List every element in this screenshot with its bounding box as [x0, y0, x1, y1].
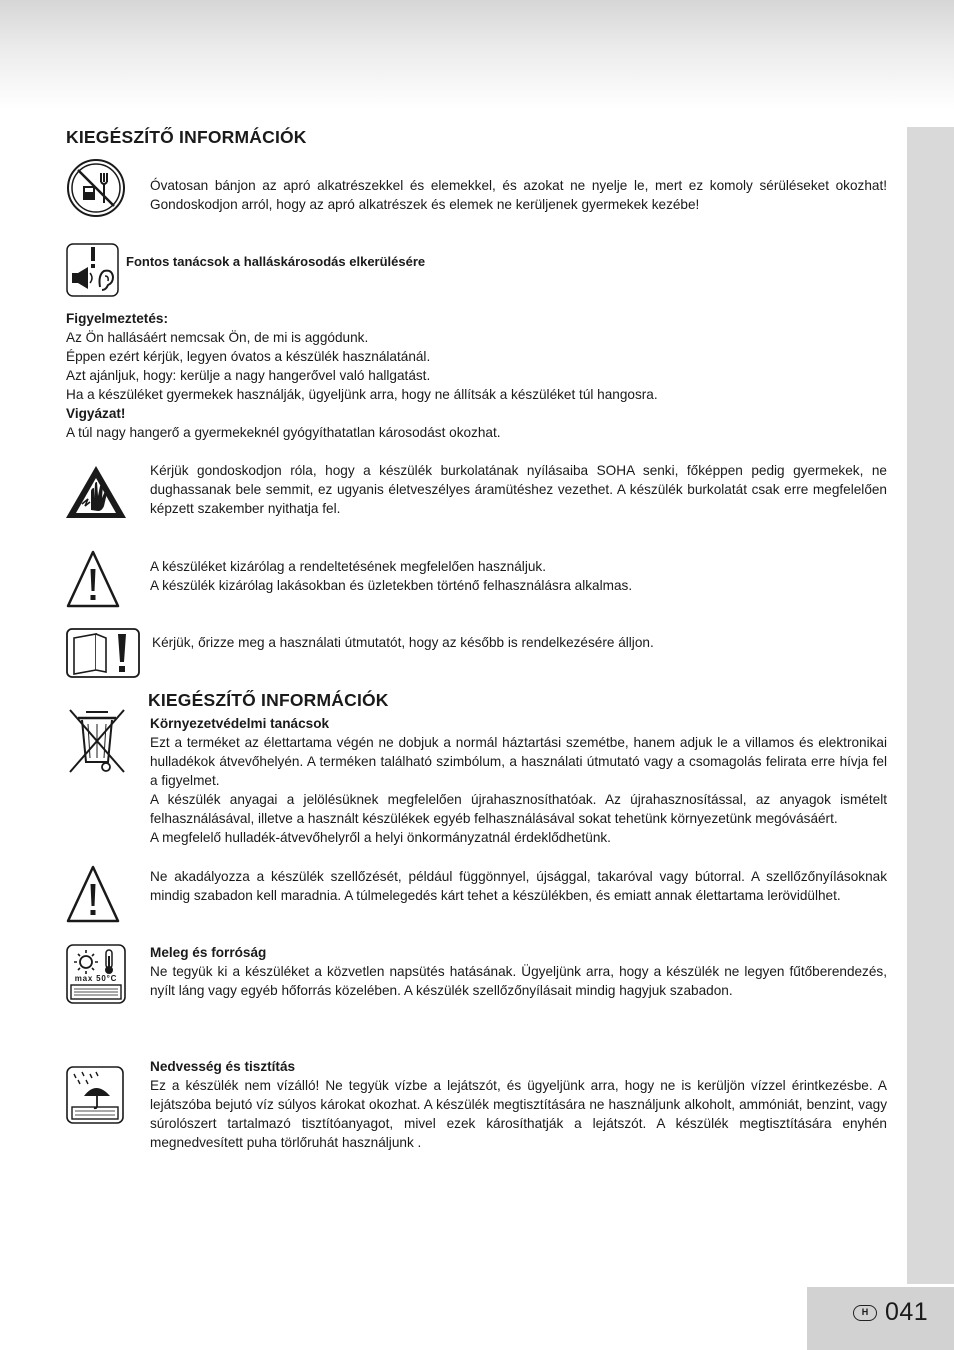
warning-line: Ha a készüléket gyermekek használják, ügyeljünk arra, hogy ne állítsák a készüléket túl hangosra.: [66, 387, 658, 402]
caution-label: Vigyázat!: [66, 406, 126, 421]
header-gradient: [0, 0, 954, 110]
side-tab: [907, 127, 954, 1284]
caution-text: A túl nagy hangerő a gyermekeknél gyógyíthatatlan károsodást okozhat.: [66, 425, 501, 440]
manual-warning-icon: [66, 628, 140, 678]
env-title: Környezetvédelmi tanácsok: [150, 716, 330, 731]
heat-text: Ne tegyük ki a készüléket a közvetlen napsütés hatásának. Ügyeljünk arra, hogy a készülék ne legyen fűtőberendezés, nyílt láng vagy egyéb hőforrás közelében. A készülék szellőzőnyílásait mindig hagyjuk szabadon.: [150, 964, 887, 998]
warning-triangle-icon: [66, 864, 120, 924]
heat-thermometer-icon: [66, 944, 126, 1004]
warning-line: Azt ajánljuk, hogy: kerülje a nagy hangerővel való hallgatást.: [66, 368, 431, 383]
env-paragraph: A megfelelő hulladék-átvevőhelyről a helyi önkormányzatnál érdeklődhetünk.: [150, 830, 611, 845]
rain-umbrella-icon: [66, 1066, 124, 1124]
heat-block: [150, 943, 887, 1000]
moisture-title: Nedvesség és tisztítás: [150, 1059, 296, 1074]
hearing-warning-icon: [66, 243, 119, 297]
moisture-block: [150, 1057, 887, 1152]
page-number: 041: [885, 1298, 929, 1326]
environment-block: [150, 714, 887, 847]
heat-icon-label: max 50°C: [74, 974, 118, 983]
warning-triangle-icon: [66, 549, 120, 609]
language-badge: H: [853, 1305, 877, 1321]
no-eating-drinking-icon: [66, 158, 126, 218]
section-heading: KIEGÉSZÍTŐ INFORMÁCIÓK: [66, 127, 307, 147]
electric-shock-warning-icon: [64, 464, 128, 520]
env-paragraph: Ezt a terméket az élettartama végén ne dobjuk a normál háztartási szemétbe, hanem adjuk le a villamos és elektronikai hulladékok átvevőhelyén. A terméken található szimbólum, a használati útmutató vagy a csomagolás felirata erre hívja fel a figyelmet.: [150, 735, 887, 788]
ventilation-text: Ne akadályozza a készülék szellőzését, például függönnyel, újsággal, takaróval vagy bútorral. A szellőzőnyílásoknak mindig szabadon kell maradnia. A túlmelegedés kárt tehet a készülékben, és emiatt annak élettartama lerövidülhet.: [150, 869, 887, 903]
use-line: A készüléket kizárólag a rendeltetésének megfelelően használjuk.: [150, 559, 546, 574]
env-paragraph: A készülék anyagai a jelölésüknek megfelelően újrahasznosíthatóak. Az újrahasznosítással, az anyagok ismételt felhasználásával, illetve a használt készülékek egyéb felhasználásával sokat tehetünk környezetünk megóvásáért.: [150, 792, 887, 826]
use-text-block: [150, 557, 887, 595]
use-line: A készülék kizárólag lakásokban és üzletekben történő felhasználásra alkalmas.: [150, 578, 633, 593]
section-heading-environment: KIEGÉSZÍTŐ INFORMÁCIÓK: [148, 690, 389, 710]
hearing-warning-block: [66, 309, 887, 442]
warning-label: Figyelmeztetés:: [66, 311, 168, 326]
manual-text: Kérjük, őrizze meg a használati útmutatót, hogy az később is rendelkezésére álljon.: [152, 635, 654, 650]
warning-line: Éppen ezért kérjük, legyen óvatos a készülék használatánál.: [66, 349, 431, 364]
page-number-box: [807, 1287, 954, 1350]
crossed-bin-icon: [66, 706, 128, 774]
moisture-text: Ez a készülék nem vízálló! Ne tegyük vízbe a lejátszót, és ügyeljünk arra, hogy ne is kerüljön vízzel érintkezésbe. A lejátszóba bejutó víz súlyos károkat okozhat. A készülék megtisztítására ne használjunk alkoholt, ammóniát, benzint, vagy súrolószert tartalmazó tisztítóanyagot, mivel ezek károsíthatják a lejátszót. A készülék megtisztítására enyhén megnedvesített puha törlőruhát használjunk .: [150, 1078, 887, 1150]
hearing-title: Fontos tanácsok a halláskárosodás elkerülésére: [126, 254, 426, 269]
heat-title: Meleg és forróság: [150, 945, 267, 960]
shock-text: Kérjük gondoskodjon róla, hogy a készülék burkolatának nyílásaiba SOHA senki, főképpen pedig gyermekek, ne dughassanak bele semmit, ez ugyanis életveszélyes áramütéshez vezethet. A készülék burkolatát csak erre megfelelően képzett szakember nyithatja fel.: [150, 463, 887, 516]
warning-line: Az Ön hallásáért nemcsak Ön, de mi is aggódunk.: [66, 330, 369, 345]
small-parts-text: Óvatosan bánjon az apró alkatrészekkel és elemekkel, és azokat ne nyelje le, mert ez komoly sérüléseket okozhat! Gondoskodjon arról, hogy az apró alkatrészek és elemek ne kerüljenek gyermekek kezébe!: [150, 178, 887, 212]
